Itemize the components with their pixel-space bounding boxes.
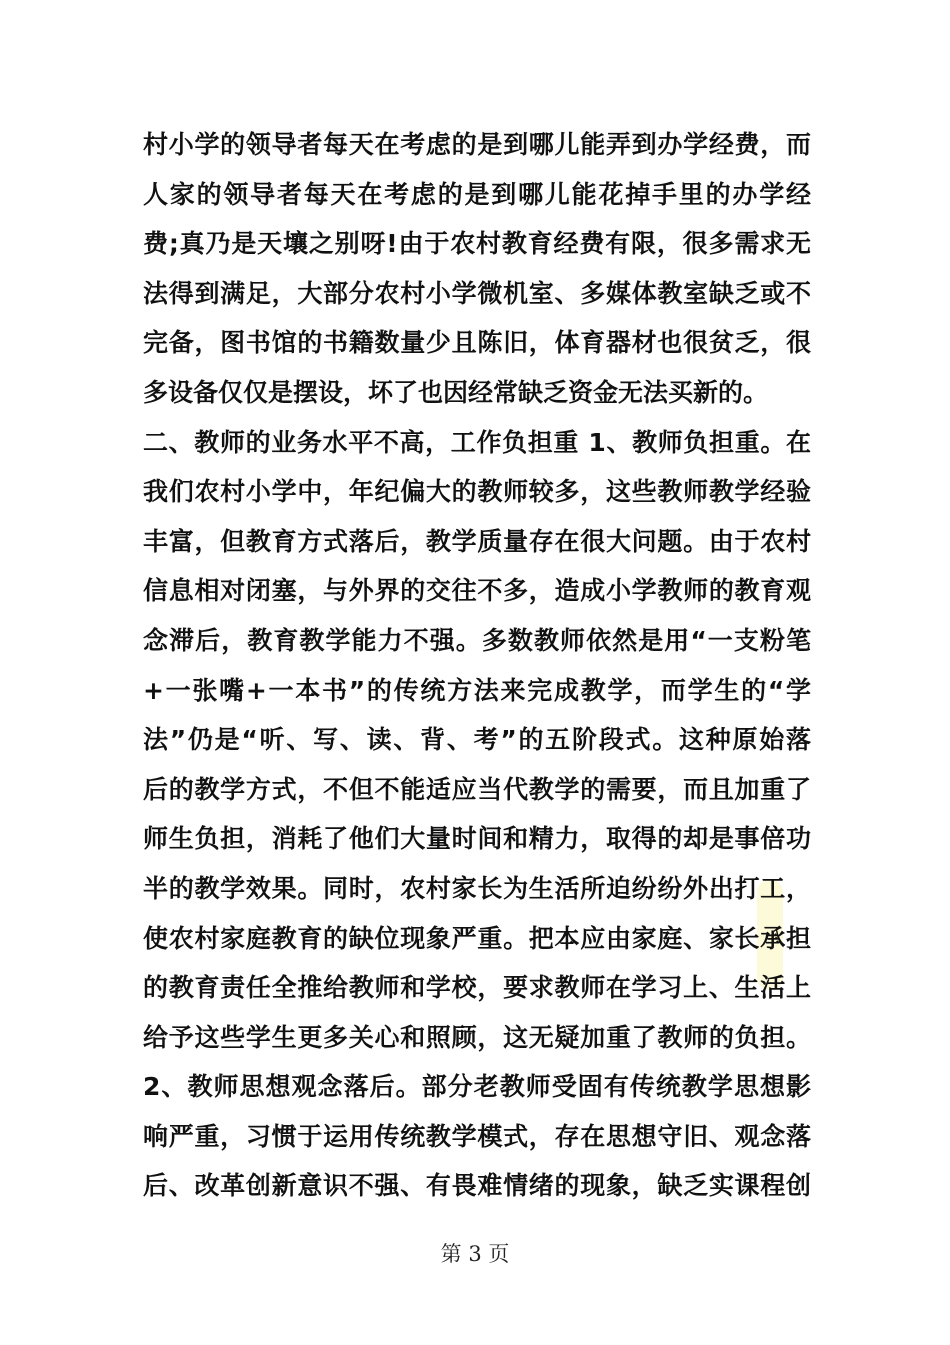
text-line: 后、改革创新意识不强、有畏难情绪的现象，缺乏实课程创 (143, 1171, 811, 1201)
text-line: 法”仍是“听、写、读、背、考”的五阶段式。这种原始落 (143, 725, 811, 755)
text-line: +一张嘴+一本书”的传统方法来完成教学，而学生的“学 (143, 675, 811, 705)
text-line: 法得到满足，大部分农村小学微机室、多媒体教室缺乏或不 (143, 278, 811, 308)
text-line: 后的教学方式，不但不能适应当代教学的需要，而且加重了 (143, 774, 811, 804)
text-line: 响严重，习惯于运用传统教学模式，存在思想守旧、观念落 (143, 1121, 811, 1151)
text-line: 2、教师思想观念落后。部分老教师受固有传统教学思想影 (143, 1072, 811, 1102)
text-line: 使农村家庭教育的缺位现象严重。把本应由家庭、家长承担 (143, 923, 811, 953)
text-line: 信息相对闭塞，与外界的交往不多，造成小学教师的教育观 (143, 576, 811, 606)
section-heading-line: 二、教师的业务水平不高，工作负担重 1、教师负担重。在 (143, 427, 811, 457)
text-line: 多设备仅仅是摆设，坏了也因经常缺乏资金无法买新的。 (143, 377, 769, 407)
text-line: 完备，图书馆的书籍数量少且陈旧，体育器材也很贫乏，很 (143, 328, 811, 358)
text-line: 我们农村小学中，年纪偏大的教师较多，这些教师教学经验 (143, 477, 811, 507)
text-line: 师生负担，消耗了他们大量时间和精力，取得的却是事倍功 (143, 824, 811, 854)
text-line: 费;真乃是天壤之别呀!由于农村教育经费有限，很多需求无 (143, 229, 811, 259)
text-line: 丰富，但教育方式落后，教学质量存在很大问题。由于农村 (143, 526, 811, 556)
text-line: 给予这些学生更多关心和照顾，这无疑加重了教师的负担。 (143, 1022, 811, 1052)
text-line: 村小学的领导者每天在考虑的是到哪儿能弄到办学经费，而 (143, 130, 811, 159)
text-line: 人家的领导者每天在考虑的是到哪儿能花掉手里的办学经 (143, 179, 811, 209)
text-line: 念滞后，教育教学能力不强。多数教师依然是用“一支粉笔 (143, 625, 811, 655)
text-line: 的教育责任全推给教师和学校，要求教师在学习上、生活上 (143, 973, 811, 1003)
text-line: 半的教学效果。同时，农村家长为生活所迫纷纷外出打工， (143, 873, 811, 903)
body-text (143, 120, 811, 1211)
page-number-footer: 第 3 页 (440, 1242, 510, 1266)
